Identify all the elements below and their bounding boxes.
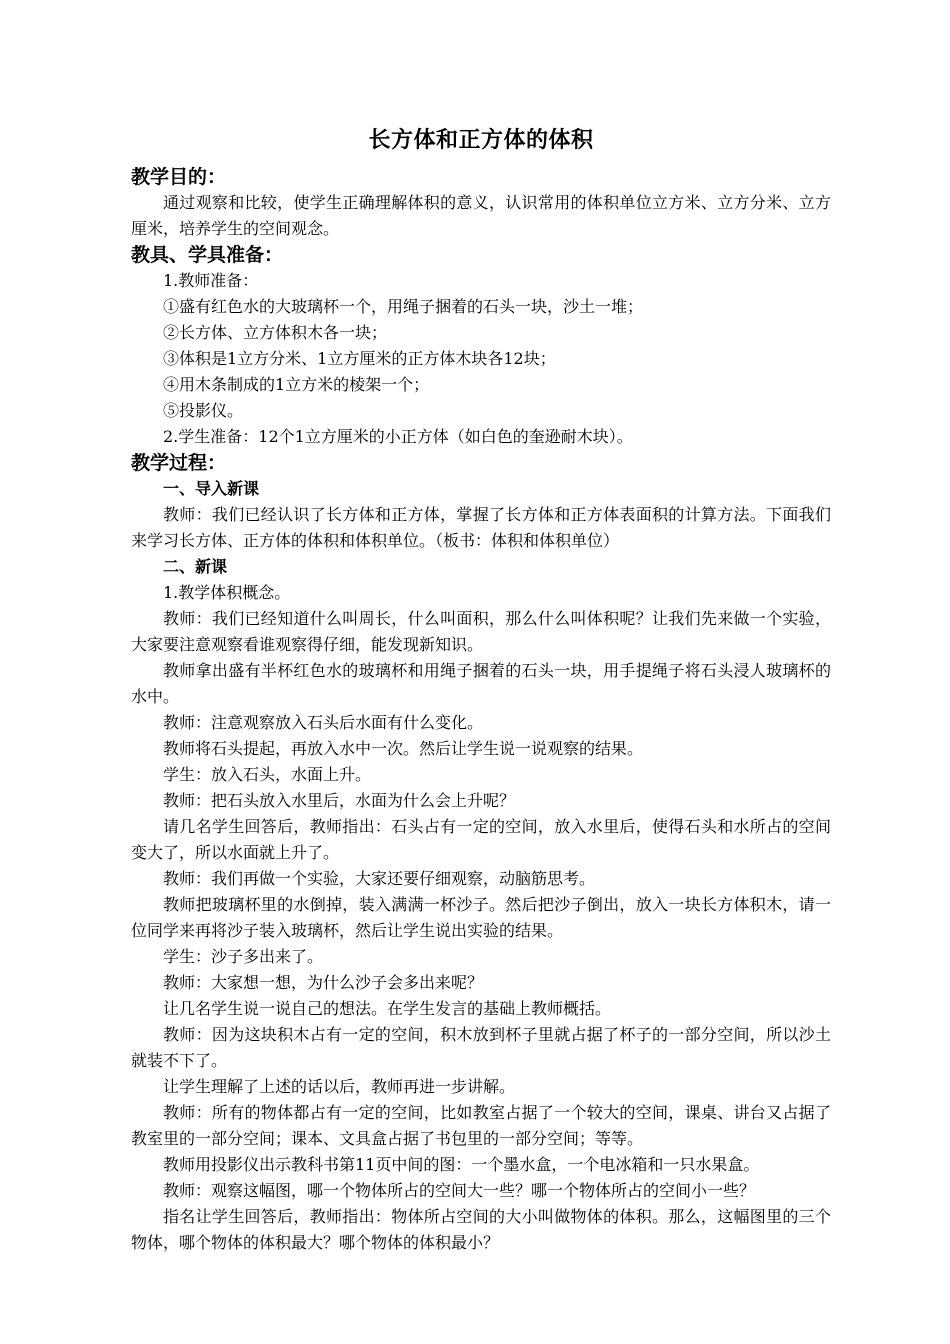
lesson-paragraph: 1.教学体积概念。 [163,583,291,602]
new-lesson-heading: 二、新课 [163,557,228,576]
lesson-paragraph: 让学生理解了上述的话以后，教师再进一步讲解。 [163,1077,516,1096]
tools-item: ⑤投影仪。 [163,401,244,420]
tools-item: ④用木条制成的1立方米的棱架一个； [163,375,430,394]
tools-item: ①盛有红色水的大玻璃杯一个，用绳子捆着的石头一块，沙土一堆； [163,297,644,316]
lesson-paragraph: 教师：把石头放入水里后，水面为什么会上升呢？ [163,791,516,810]
lesson-paragraph: 学生：沙子多出来了。 [163,947,324,966]
tools-heading: 教具、学具准备： [131,244,284,266]
tools-item: ③体积是1立方分米、1立方厘米的正方体木块各12块； [163,349,556,368]
lesson-paragraph: 教师：注意观察放入石头后水面有什么变化。 [163,713,484,732]
lesson-paragraph: 教师用投影仪出示教科书第11页中间的图：一个墨水盒，一个电冰箱和一只水果盒。 [163,1155,760,1174]
lesson-paragraph: 请几名学生回答后，教师指出：石头占有一定的空间，放入水里后，使得石头和水所占的空间变大了，所以水面就上升了。 [131,817,831,862]
tools-item: ②长方体、立方体积木各一块； [163,323,388,342]
objective-text: 通过观察和比较，使学生正确理解体积的意义，认识常用的体积单位立方米、立方分米、立方厘米，培养学生的空间观念。 [131,193,831,238]
lesson-paragraph: 教师拿出盛有半杯红色水的玻璃杯和用绳子捆着的石头一块，用手提绳子将石头浸人玻璃杯的水中。 [131,661,831,706]
document-page [131,124,831,1256]
process-heading: 教学过程： [131,452,227,474]
page-title: 长方体和正方体的体积 [368,128,594,153]
lesson-paragraph: 教师：观察这幅图，哪一个物体所占的空间大一些？哪一个物体所占的空间小一些？ [163,1181,756,1200]
objective-heading: 教学目的： [131,166,227,188]
lesson-paragraph: 教师：因为这块积木占有一定的空间，积木放到杯子里就占据了杯子的一部分空间，所以沙土就装不下了。 [131,1025,831,1070]
lesson-paragraph: 让几名学生说一说自己的想法。在学生发言的基础上教师概括。 [163,999,612,1018]
lesson-paragraph: 教师将石头提起，再放入水中一次。然后让学生说一说观察的结果。 [163,739,644,758]
intro-text: 教师：我们已经认识了长方体和正方体，掌握了长方体和正方体表面积的计算方法。下面我们来学习长方体、正方体的体积和体积单位。（板书：体积和体积单位） [131,505,831,550]
lesson-paragraph: 指名让学生回答后，教师指出：物体所占空间的大小叫做物体的体积。那么，这幅图里的三个物体，哪个物体的体积最大？哪个物体的体积最小？ [131,1207,831,1252]
intro-heading: 一、导入新课 [163,479,260,498]
lesson-paragraph: 教师：大家想一想，为什么沙子会多出来呢？ [163,973,484,992]
lesson-paragraph: 教师把玻璃杯里的水倒掉，装入满满一杯沙子。然后把沙子倒出，放入一块长方体积木，请一位同学来再将沙子装入玻璃杯，然后让学生说出实验的结果。 [131,895,831,940]
lesson-paragraph: 教师：我们再做一个实验，大家还要仔细观察，动脑筋思考。 [163,869,596,888]
tools-item: 1.教师准备： [163,271,259,290]
lesson-paragraph: 教师：所有的物体都占有一定的空间，比如教室占据了一个较大的空间，课桌、讲台又占据了教室里的一部分空间；课本、文具盒占据了书包里的一部分空间；等等。 [131,1103,831,1148]
tools-item: 2.学生准备：12个1立方厘米的小正方体（如白色的奎逊耐木块）。 [163,427,633,446]
lesson-paragraph: 学生：放入石头，水面上升。 [163,765,372,784]
lesson-paragraph: 教师：我们已经知道什么叫周长，什么叫面积，那么什么叫体积呢？让我们先来做一个实验，大家要注意观察看谁观察得仔细，能发现新知识。 [131,609,831,654]
